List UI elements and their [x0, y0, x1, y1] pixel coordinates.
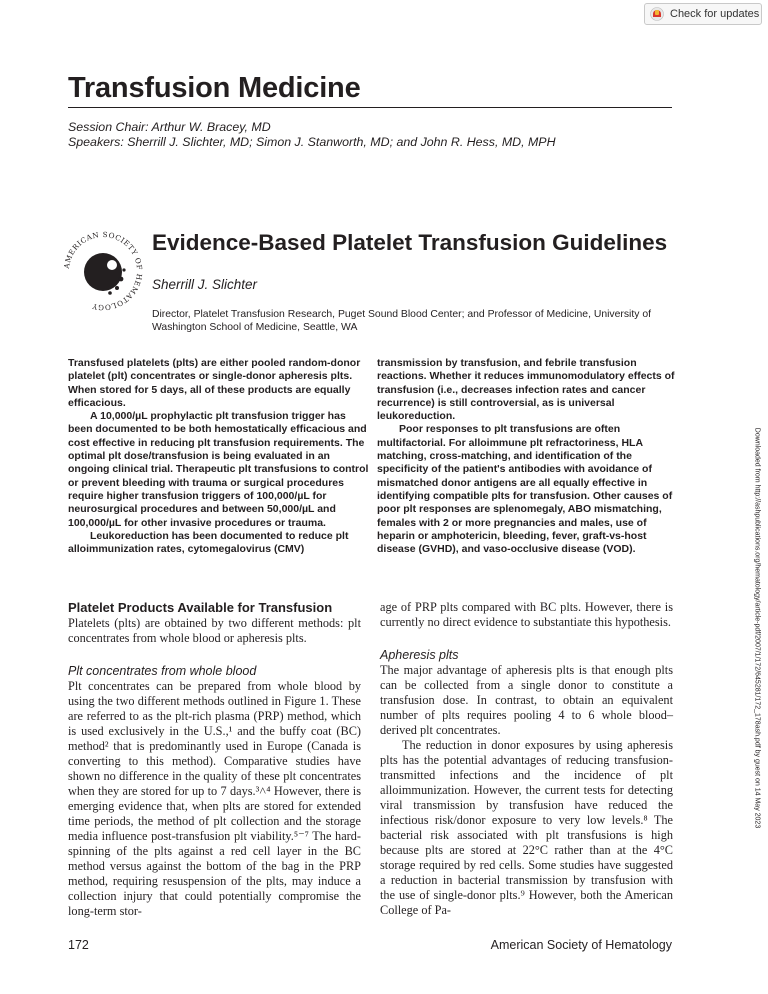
body-left-column	[68, 600, 361, 919]
abstract-paragraph: Leukoreduction has been documented to reduce plt alloimmunization rates, cytomegalovirus (CMV)	[68, 529, 349, 556]
heading-apheresis: Apheresis plts	[380, 648, 459, 662]
page-number: 172	[68, 938, 89, 952]
heading-platelet-products: Platelet Products Available for Transfusion	[68, 600, 333, 615]
abstract-paragraph: transmission by transfusion, and febrile transfusion reactions. Whether it reduces immunomodulatory effects of transfusion (i.e., decreases infection rates and cancer recurrence) is still controversial, as is universal leukoreduction.	[377, 357, 675, 423]
logo-lettering: AMERICAN SOCIETY OF HEMATOLOGY	[62, 230, 144, 312]
body-paragraph: age of PRP plts compared with BC plts. However, there is currently no direct evidence to substantiate this hypothesis.	[380, 600, 673, 629]
check-for-updates-button[interactable]	[644, 3, 762, 25]
ash-logo	[62, 230, 144, 312]
article-author: Sherrill J. Slichter	[152, 277, 258, 292]
check-for-updates-icon	[650, 7, 664, 21]
download-watermark-text: Downloaded from http://ashpublications.org/hematology/article-pdf/2007/1/172/645281/172_178ash.pdf by guest on 14 May 2023	[753, 427, 761, 828]
body-paragraph: Plt concentrates can be prepared from whole blood by using the two different methods outlined in Figure 1. These are referred to as the plt-rich plasma (PRP) method, which is used exclusively in the U.S.,¹ and the buffy coat (BC) method² that is predominantly used in Europe (Canada is converting to this method). Comparative studies have shown no difference in the quality of these plt concentrates when they are stored for up to 7 days.³˄⁴ However, there is emerging evidence that, when plts are stored for extended time periods, the method of plt collection and the storage media influence post-transfusion plt viability.⁵⁻⁷ The hard-spinning of the plts against a red cell layer in the BC method versus against the bottom of the bag in the PRP method, requiring resuspension of the plts, may induce a collection injury that could potentially compromise the long-term stor-	[68, 679, 361, 918]
abstract-right-column	[377, 357, 679, 556]
abstract-left-column	[68, 357, 370, 556]
speakers: Speakers: Sherrill J. Slichter, MD; Simon J. Stanworth, MD; and John R. Hess, MD, MPH	[68, 135, 556, 149]
section-title: Transfusion Medicine	[68, 72, 361, 104]
abstract-paragraph: Poor responses to plt transfusions are often multifactorial. For alloimmune plt refractoriness, HLA matching, cross-matching, and identification of the specificity of the patient's antibodies with avoidance of mismatched donor antigens are all equally effective in identifying compatible plts for transfusion. Other causes of poor plt responses are splenomegaly, ABO mismatching, females with 2 or more pregnancies and males, use of heparin or amphotericin, bleeding, fever, graft-vs-host disease (GVHD), and vaso-occlusive disease (VOD).	[377, 423, 673, 556]
heading-whole-blood: Plt concentrates from whole blood	[68, 664, 257, 678]
body-paragraph: The reduction in donor exposures by using apheresis plts has the potential advantages of reducing transfusion-transmitted infections and the incidence of plt alloimmunization. However, the current tests for detecting viral transmission by transfusion have reduced the infectious risk/donor exposure to very low levels.⁸ The bacterial risk associated with plt transfusions is high because plts are stored at 22°C rather than at the 4°C storage required by red cells. Some studies have suggested a reduction in bacterial transmission by transfusion with the use of single-donor plts.⁹ However, both the American College of Pa-	[380, 738, 673, 917]
check-for-updates-label: Check for updates	[670, 8, 760, 20]
author-affiliation: Director, Platelet Transfusion Research, Puget Sound Blood Center; and Professor of Medicine, University of Washington School of Medicine, Seattle, WA	[152, 309, 652, 333]
title-divider	[68, 107, 672, 108]
body-paragraph: Platelets (plts) are obtained by two different methods: plt concentrates from whole blood or apheresis plts.	[68, 616, 361, 645]
footer-society: American Society of Hematology	[490, 938, 672, 952]
session-info	[68, 120, 556, 150]
body-paragraph: The major advantage of apheresis plts is that enough plts can be collected from a single donor to constitute a transfusion dose. In contrast, to obtain an equivalent number of plts requires pooling 4 to 6 whole blood–derived plt concentrates.	[380, 663, 673, 737]
session-chair: Session Chair: Arthur W. Bracey, MD	[68, 120, 271, 134]
abstract-paragraph: Transfused platelets (plts) are either pooled random-donor platelet (plt) concentrates or single-donor apheresis plts. When stored for 5 days, all of these products are equally efficacious.	[68, 357, 361, 409]
article-title: Evidence-Based Platelet Transfusion Guidelines	[152, 230, 668, 255]
body-right-column	[380, 600, 673, 918]
abstract-paragraph: A 10,000/µL prophylactic plt transfusion trigger has been documented to be both hemostatically efficacious and cost effective in reducing plt transfusion requirements. The optimal plt dose/transfusion is being evaluated in an ongoing clinical trial. Therapeutic plt transfusions to control or prevent bleeding with trauma or surgical procedures require higher transfusion triggers of 100,000/µL for neurosurgical procedures and between 50,000/µL and 100,000/µL for other invasive procedures or trauma.	[68, 410, 369, 529]
download-watermark	[751, 285, 763, 970]
